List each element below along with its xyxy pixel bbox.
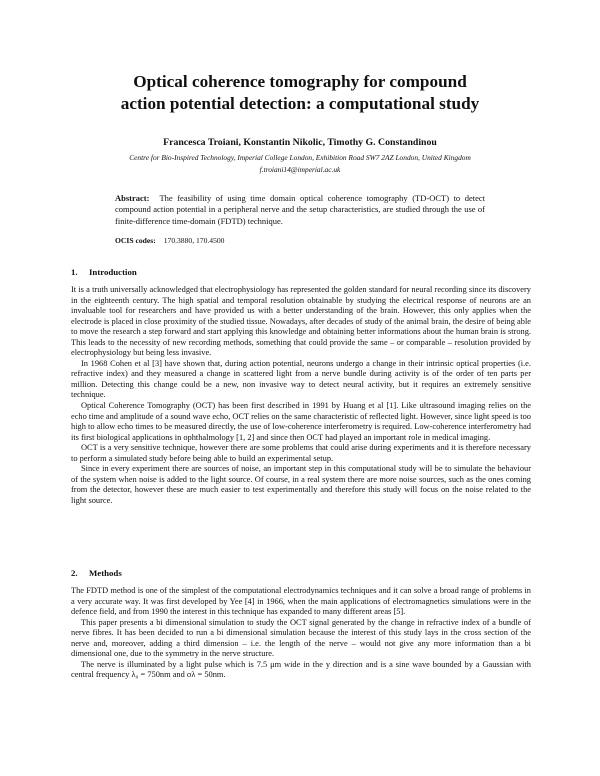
author-list: Francesca Troiani, Konstantin Nikolic, Timothy G. Constandinou [163,137,437,148]
section-title: Introduction [89,267,137,277]
title-line-2: action potential detection: a computational study [120,94,480,113]
section-introduction [71,267,531,506]
title-line-1: Optical coherence tomography for compound [133,72,467,91]
paper-title [60,71,540,115]
abstract [115,193,485,227]
ocis-label: OCIS codes: [115,236,156,245]
section-number: 2. [71,568,78,578]
abstract-text: The feasibility of using time domain optical coherence tomography (TD-OCT) to detect compound action potential in a peripheral nerve and the setup characteristics, are studied through the use of finite-difference time-domain (FDTD) technique. [115,193,485,226]
section-heading [71,267,531,277]
paragraph: The FDTD method is one of the simplest of the computational electrodynamics techniques and it can solve a broad range of problems in a very accurate way. It was first developed by Yee [4] in 1966, when the main applications of electromagnetics simulations were in the defence field, and from 1990 the interest in this technique has expanded to many different areas [5]. [71,586,531,617]
section-title: Methods [89,568,122,578]
paragraph: In 1968 Cohen et al [3] have shown that, during action potential, neurons undergo a change in their intrinsic optical properties (i.e. refractive index) and they measured a change in scattered light from a nerve bundle during activity is of the order of ten parts per million. Detecting this change could be a new, non invasive way to detect neural activity, but it requires an extremely sensitive technique. [71,358,531,400]
paragraph: Optical Coherence Tomography (OCT) has been first described in 1991 by Huang et al [1]. Like ultrasound imaging relies on the echo time and amplitude of a sound wave echo, OCT relies on the same characteristic of reflected light. However, since light speed is too high to allow echo times to be measured directly, the use of low-coherence interferometry is required. Low-coherence interferometry had its first biological applications in ophthalmology [1, 2] and since then OCT had played an important role in medical imaging. [71,401,531,442]
paragraph: Since in every experiment there are sources of noise, an important step in this computational study will be to simulate the behaviour of the system when noise is added to the light source. Of course, in a real system there are more noise sources, such as the ones coming from the detector, however these are much easier to test experimentally and therefore this study will focus on the noise related to the light source. [71,464,531,505]
paragraph: OCT is a very sensitive technique, however there are some problems that could arise during experiments and it is therefore necessary to perform a simulated study before being able to build an experimental setup. [71,443,531,463]
paragraph: This paper presents a bi dimensional simulation to study the OCT signal generated by the change in refractive index of a bundle of nerve fibres. It has been decided to run a bi dimensional simulation because the interest of this study lays in the cross section of the nerve and, moreover, adding a third dimension – i.e. the length of the nerve – would not give any more information than a bi dimensional one, due to the symmetry in the nerve structure. [71,617,531,659]
ocis-codes [115,236,485,245]
paragraph: It is a truth universally acknowledged that electrophysiology has represented the golden standard for neural recording since its discovery in the eighteenth century. The high spatial and temporal resolution obtainable by studying the electrical response of neurons are an invaluable tool for researchers and have provided us with a better understanding of the brain. However, this only applies when the electrode is placed in close proximity of the studied tissue. Nowadays, after decades of study of the animal brain, the desire of being able to move the research a step forward and start applying this knowledge and obtaining better informations about the human brain is strong. This leads to the necessity of new recording methods, something that could provide the same – or comparable – resolution provided by electrophysiology but being less invasive. [71,285,531,358]
section-methods [71,568,531,681]
section-heading [71,568,531,578]
affiliation: Centre for Bio-Inspired Technology, Imperial College London, Exhibition Road SW7 2AZ London, United Kingdom [129,153,471,162]
paragraph: The nerve is illuminated by a light pulse which is 7.5 μm wide in the y direction and is a sine wave bounded by a Gaussian with central frequency λ₀ = 750nm and σλ = 50nm. [71,659,531,680]
affiliation-block [60,152,540,176]
email: f.troiani14@imperial.ac.uk [259,165,341,174]
section-number: 1. [71,267,78,277]
abstract-label: Abstract: [115,193,150,203]
ocis-values: 170.3880, 170.4500 [163,236,225,245]
